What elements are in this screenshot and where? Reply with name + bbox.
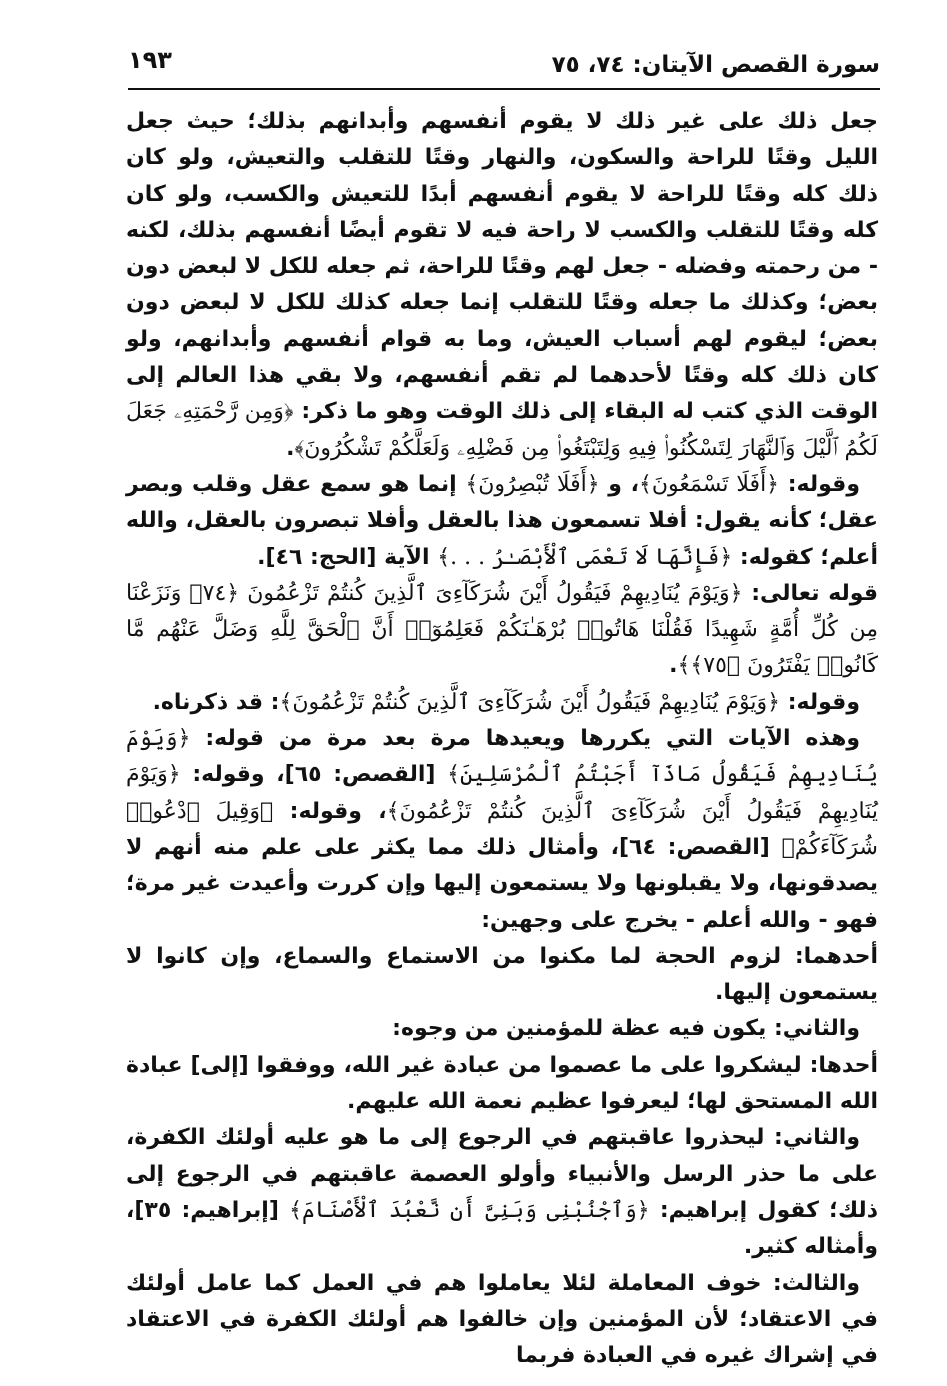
paragraph-3-verse-heading: قوله تعالى: ﴿وَيَوْمَ يُنَادِيهِمْ فَيَقُولُ أَيْنَ شُرَكَآءِىَ ٱلَّذِينَ كُنتُمْ تَزْعُمُونَ ﴿٧٤﴾ وَنَزَعْنَا مِن كُلِّ أُمَّةٍ شَهِيدًا فَقُلْنَا هَاتُوا۟ بُرْهَـٰنَكُمْ فَعَلِمُوٓا۟ أَنَّ ٱلْحَقَّ لِلَّهِ وَضَلَّ عَنْهُم مَّا كَانُوا۟ يَفْتَرُونَ ﴿٧٥﴾﴾.	[126, 580, 879, 679]
quran-quote: ﴿وَيَوْمَ يُنَادِيهِمْ فَيَقُولُ أَيْنَ شُرَكَآءِىَ ٱلَّذِينَ كُنتُمْ تَزْعُمُونَ﴾	[126, 762, 879, 824]
quran-quote: ﴿وَيَوْمَ يُنَادِيهِمْ فَيَقُولُ أَيْنَ شُرَكَآءِىَ ٱلَّذِينَ كُنتُمْ تَزْعُمُونَ ﴿٧٤﴾ وَنَزَعْنَا مِن كُلِّ أُمَّةٍ شَهِيدًا فَقُلْنَا هَاتُوا۟ بُرْهَـٰنَكُمْ فَعَلِمُوٓا۟ أَنَّ ٱلْحَقَّ لِلَّهِ وَضَلَّ عَنْهُم مَّا كَانُوا۟ يَفْتَرُونَ ﴿٧٥﴾﴾	[126, 580, 878, 679]
quran-quote: ﴿أَفَلَا تَسْمَعُونَ﴾	[638, 471, 780, 497]
page-number: ١٩٣	[128, 46, 172, 74]
paragraph-8: أحدها: ليشكروا على ما عصموا من عبادة غير الله، ووفقوا [إلى] عبادة الله المستحق لها؛ ليعرفوا عظيم نعمة الله عليهم.	[126, 1052, 878, 1115]
paragraph-1: جعل ذلك على غير ذلك لا يقوم أنفسهم وأبدانهم بذلك؛ حيث جعل الليل وقتًا للراحة والسكون، والنهار وقتًا للتقلب والتعيش، ولو كان ذلك كله وقتًا للراحة لا يقوم أنفسهم أبدًا للتعيش والكسب، ولو كان كله وقتًا للتقلب والكسب لا راحة فيه لا تقوم أيضًا أنفسهم بذلك، لكنه - من رحمته وفضله - جعل لهم وقتًا للراحة، ثم جعله للكل لا لبعض دون بعض؛ وكذلك ما جعله وقتًا للتقلب إنما جعله كذلك للكل لا لبعض دون بعض؛ ليقوم لهم أسباب العيش، وما به قوام أنفسهم وأبدانهم، ولو كان ذلك كله وقتًا لأحدهما لم تقم أنفسهم، ولا بقي هذا العالم إلى الوقت الذي كتب له البقاء إلى ذلك الوقت وهو ما ذكر: ﴿وَمِن رَّحْمَتِهِۦ جَعَلَ لَكُمُ ٱلَّيْلَ وَٱلنَّهَارَ لِتَسْكُنُوا۟ فِيهِ وَلِتَبْتَغُوا۟ مِن فَضْلِهِۦ وَلَعَلَّكُمْ تَشْكُرُونَ﴾.	[126, 109, 879, 461]
paragraph-7: والثاني: يكون فيه عظة للمؤمنين من وجوه:	[392, 1016, 860, 1042]
quran-quote: ﴿فَإِنَّهَا لَا تَعْمَى ٱلْأَبْصَـٰرُ . . .﴾	[437, 544, 733, 570]
quran-quote: ﴿أَفَلَا تُبْصِرُونَ﴾	[465, 471, 600, 497]
quran-quote: ﴿وَيَوْمَ يُنَادِيهِمْ فَيَقُولُ أَيْنَ شُرَكَآءِىَ ٱلَّذِينَ كُنتُمْ تَزْعُمُونَ﴾	[279, 689, 781, 715]
quran-quote: ﴿وَٱجْنُبْنِى وَبَنِىَّ أَن نَّعْبُدَ ٱلْأَصْنَامَ﴾	[289, 1197, 650, 1223]
surah-header-title: سورة القصص الآيتان: ٧٤، ٧٥	[551, 52, 880, 78]
quran-quote: ﴿وَيَوْمَ يُنَادِيهِمْ فَيَقُولُ مَاذَآ أَجَبْتُمُ ٱلْمُرْسَلِينَ﴾	[126, 726, 878, 788]
page-body-text	[126, 104, 878, 1374]
paragraph-6: أحدهما: لزوم الحجة لما مكنوا من الاستماع والسماع، وإن كانوا لا يستمعون إليها.	[126, 943, 878, 1006]
quran-quote: ﴿وَمِن رَّحْمَتِهِۦ جَعَلَ لَكُمُ ٱلَّيْلَ وَٱلنَّهَارَ لِتَسْكُنُوا۟ فِيهِ وَلِتَبْتَغُوا۟ مِن فَضْلِهِۦ وَلَعَلَّكُمْ تَشْكُرُونَ﴾	[126, 399, 878, 461]
paragraph-5: وهذه الآيات التي يكررها ويعيدها مرة بعد مرة من قوله: ﴿وَيَوْمَ يُنَادِيهِمْ فَيَقُولُ مَاذَآ أَجَبْتُمُ ٱلْمُرْسَلِينَ﴾ [القصص: ٦٥]، وقوله: ﴿وَيَوْمَ يُنَادِيهِمْ فَيَقُولُ أَيْنَ شُرَكَآءِىَ ٱلَّذِينَ كُنتُمْ تَزْعُمُونَ﴾، وقوله: ﴿وَقِيلَ ٱدْعُوا۟ شُرَكَآءَكُمْ﴾ [القصص: ٦٤]، وأمثال ذلك مما يكثر على علم منه أنهم لا يصدقونها، ولا يقبلونها ولا يستمعون إليها وإن كررت وأعيدت غير مرة؛ فهو - والله أعلم - يخرج على وجهين:	[126, 726, 879, 933]
verse-heading-label: قوله تعالى:	[742, 580, 879, 606]
paragraph-10: والثالث: خوف المعاملة لئلا يعاملوا هم في العمل كما عامل أولئك في الاعتقاد؛ لأن المؤمنين وإن خالفوا هم أولئك الكفرة في الاعتقاد في إشراك غيره في العبادة فربما	[126, 1270, 878, 1369]
quran-quote: ﴿وَقِيلَ ٱدْعُوا۟ شُرَكَآءَكُمْ﴾	[126, 798, 878, 860]
paragraph-9: والثاني: ليحذروا عاقبتهم في الرجوع إلى ما هو عليه أولئك الكفرة، على ما حذر الرسل والأنبياء وأولو العصمة عاقبتهم في الرجوع إلى ذلك؛ كقول إبراهيم: ﴿وَٱجْنُبْنِى وَبَنِىَّ أَن نَّعْبُدَ ٱلْأَصْنَامَ﴾ [إبراهيم: ٣٥]، وأمثاله كثير.	[126, 1125, 878, 1260]
paragraph-4: وقوله: ﴿وَيَوْمَ يُنَادِيهِمْ فَيَقُولُ أَيْنَ شُرَكَآءِىَ ٱلَّذِينَ كُنتُمْ تَزْعُمُونَ﴾: قد ذكرناه.	[152, 689, 860, 715]
header-divider	[128, 88, 880, 90]
paragraph-2: وقوله: ﴿أَفَلَا تَسْمَعُونَ﴾، و ﴿أَفَلَا تُبْصِرُونَ﴾ إنما هو سمع عقل وقلب وبصر عقل؛ كأنه يقول: أفلا تسمعون هذا بالعقل وأفلا تبصرون بالعقل، والله أعلم؛ كقوله: ﴿فَإِنَّهَا لَا تَعْمَى ٱلْأَبْصَـٰرُ . . .﴾ الآية [الحج: ٤٦].	[126, 471, 878, 570]
running-header	[128, 40, 880, 88]
